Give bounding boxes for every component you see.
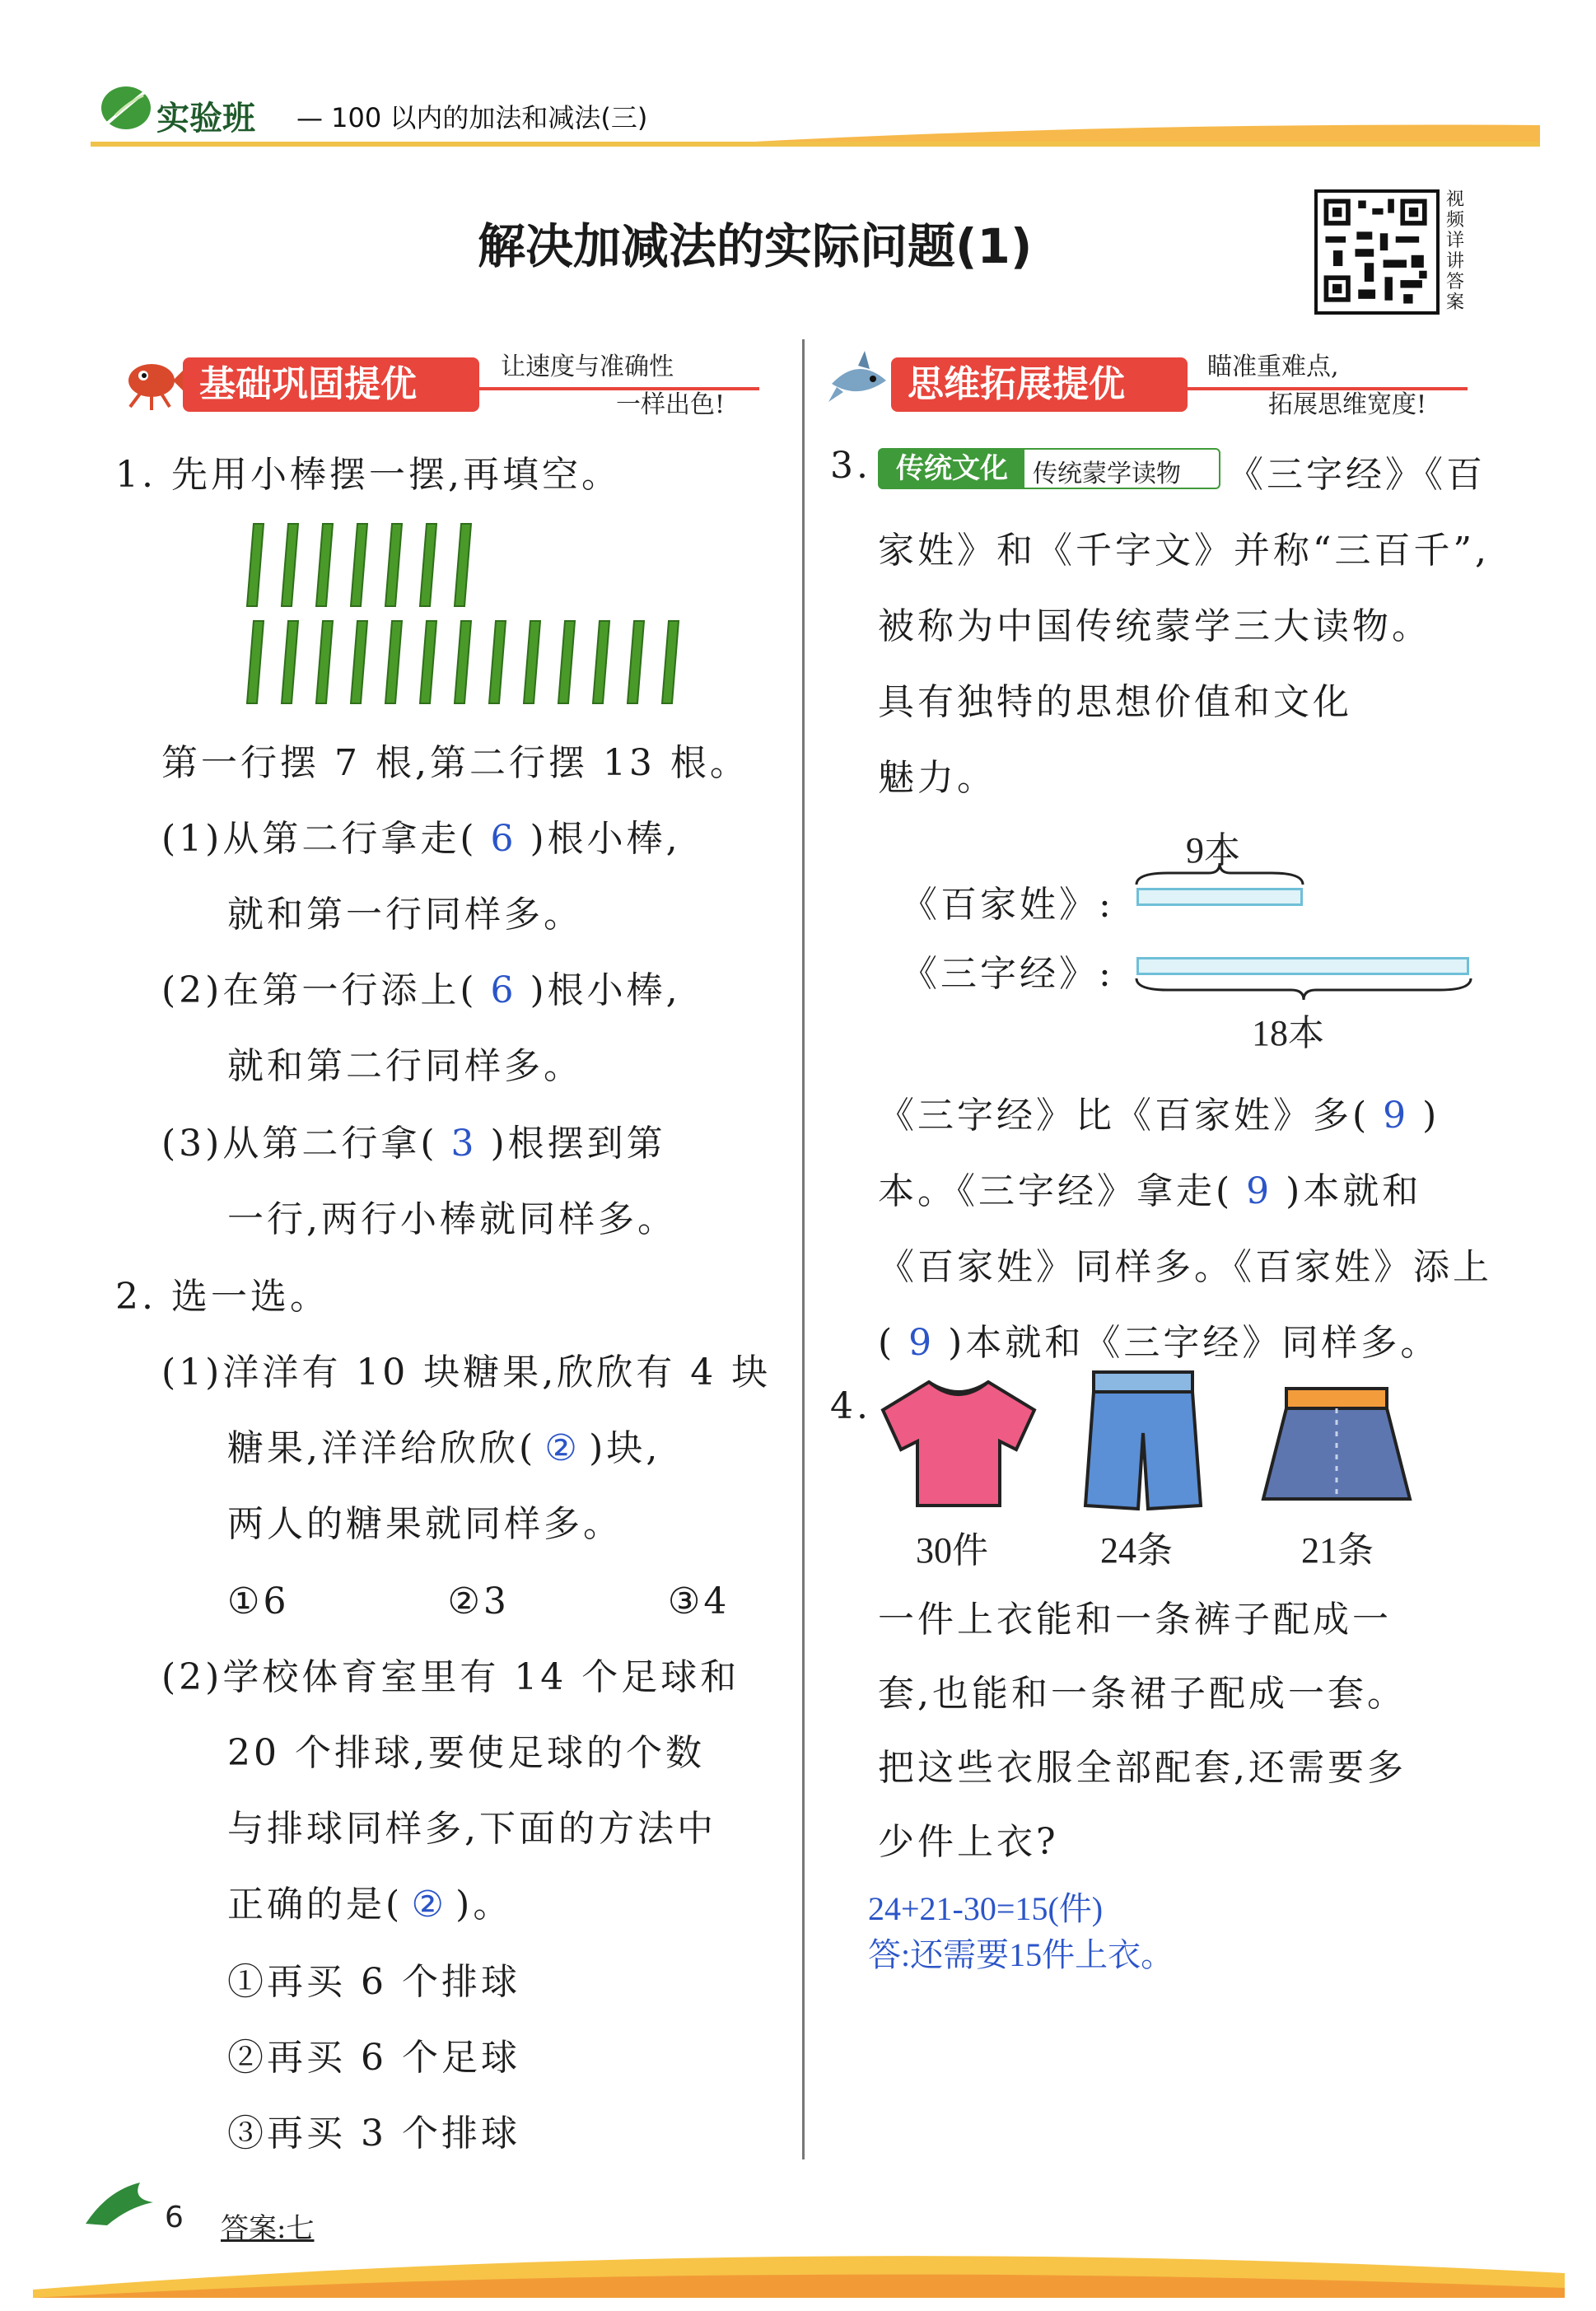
question-1-desc: 第一行摆 7 根,第二行摆 13 根。 bbox=[161, 742, 749, 784]
q2-part2-line4: 正确的是( ② )。 bbox=[227, 1884, 513, 1926]
stick-row2 bbox=[489, 621, 506, 703]
stick-row1 bbox=[385, 524, 402, 606]
q1-part2-answer[interactable]: 6 bbox=[490, 969, 517, 1011]
bar1-brace bbox=[1135, 861, 1304, 886]
question-4-number: 4. bbox=[830, 1385, 871, 1427]
stick-row2 bbox=[593, 621, 609, 703]
q3-line1: 《三字经》《百 bbox=[1227, 454, 1486, 496]
q2-part1-line1: (1)洋洋有 10 块糖果,欣欣有 4 块 bbox=[161, 1352, 772, 1394]
stick-row1 bbox=[455, 524, 471, 606]
stick-row1 bbox=[282, 524, 298, 606]
column-divider bbox=[802, 339, 805, 2159]
q4-line3: 把这些衣服全部配套,还需要多 bbox=[878, 1747, 1407, 1789]
q2-part1-answer[interactable]: ② bbox=[544, 1427, 581, 1469]
q4-work[interactable]: 24+21-30=15(件) bbox=[868, 1890, 1104, 1927]
tagline-right-1: 瞄准重难点, bbox=[1207, 352, 1339, 381]
stick-row2 bbox=[316, 621, 333, 703]
mascot-shark-icon bbox=[825, 348, 893, 413]
qr-code-icon[interactable] bbox=[1314, 189, 1440, 315]
pants-count: 24条 bbox=[1100, 1530, 1173, 1571]
pants-icon bbox=[1080, 1367, 1206, 1515]
stick-row2 bbox=[282, 621, 298, 703]
tagline-left-1: 让速度与准确性 bbox=[501, 352, 674, 381]
q2-part1-line2: 糖果,洋洋给欣欣( ② )块, bbox=[227, 1427, 661, 1469]
q1-part1-line2: 就和第一行同样多。 bbox=[227, 894, 583, 936]
page-number: 6 bbox=[165, 2201, 184, 2234]
culture-tag-label: 传统文化 bbox=[880, 450, 1024, 488]
sticks-illustration bbox=[237, 521, 698, 707]
bar1-label: 《百家姓》: bbox=[901, 884, 1114, 926]
footer-answer: 答案:七 bbox=[221, 2212, 315, 2245]
q3-answer-2[interactable]: 9 bbox=[1246, 1170, 1273, 1212]
stick-row2 bbox=[455, 621, 471, 703]
q3-line4: 具有独特的思想价值和文化 bbox=[878, 681, 1352, 723]
brand-name: 实验班 bbox=[156, 100, 255, 138]
q1-part3-line1: (3)从第二行拿( 3 )根摆到第 bbox=[161, 1123, 666, 1165]
bar-bai-jia-xing bbox=[1136, 888, 1303, 906]
q2-part1-options: ①6 ②3 ③4 bbox=[227, 1580, 730, 1622]
stick-row2 bbox=[420, 621, 436, 703]
header-rule bbox=[91, 142, 1540, 147]
q2-part2-answer[interactable]: ② bbox=[411, 1884, 447, 1926]
stick-row2 bbox=[524, 621, 540, 703]
stick-row1 bbox=[316, 524, 333, 606]
q3-line2: 家姓》和《千字文》并称“三百千”, bbox=[878, 530, 1490, 572]
bar2-brace bbox=[1135, 977, 1472, 1001]
q4-answer[interactable]: 答:还需要15件上衣。 bbox=[868, 1936, 1174, 1973]
bar-san-zi-jing bbox=[1136, 957, 1469, 975]
q3-answer-line4: ( 9 )本就和《三字经》同样多。 bbox=[878, 1322, 1440, 1364]
section-banner-basic: 基础巩固提优 bbox=[183, 357, 479, 412]
q1-part1-answer[interactable]: 6 bbox=[490, 818, 517, 860]
culture-tag bbox=[878, 448, 1220, 489]
question-2-stem: 2. 选一选。 bbox=[115, 1276, 329, 1318]
bar1-value-label: 9本 bbox=[1186, 830, 1240, 871]
dolphin-icon bbox=[82, 2174, 156, 2232]
footer-wave bbox=[33, 2240, 1565, 2298]
q3-answer-line1: 《三字经》比《百家姓》多( 9 ) bbox=[878, 1095, 1440, 1137]
q1-part3-line2: 一行,两行小棒就同样多。 bbox=[227, 1198, 677, 1240]
q2-part2-line1: (2)学校体育室里有 14 个足球和 bbox=[161, 1656, 740, 1698]
bar2-value-label: 18本 bbox=[1252, 1013, 1324, 1053]
q1-part1-line1: (1)从第二行拿走( 6 )根小棒, bbox=[161, 818, 681, 860]
unit-title: — 100 以内的加法和减法(三) bbox=[296, 102, 648, 133]
stick-row1 bbox=[351, 524, 367, 606]
brand-leaf-icon bbox=[97, 82, 155, 133]
q3-line3: 被称为中国传统蒙学三大读物。 bbox=[878, 605, 1431, 647]
stick-row1 bbox=[247, 524, 264, 606]
skirt-count: 21条 bbox=[1301, 1530, 1374, 1571]
question-1-stem: 1. 先用小棒摆一摆,再填空。 bbox=[115, 454, 621, 496]
q2-option-2: ②再买 6 个足球 bbox=[227, 2037, 520, 2079]
page-title: 解决加减法的实际问题(1) bbox=[478, 218, 1033, 274]
tagline-right-2: 拓展思维宽度! bbox=[1268, 390, 1427, 419]
q4-line2: 套,也能和一条裙子配成一套。 bbox=[878, 1673, 1407, 1715]
stick-row2 bbox=[385, 621, 402, 703]
q1-part3-answer[interactable]: 3 bbox=[450, 1123, 478, 1165]
question-3-number: 3. bbox=[830, 445, 871, 487]
q3-answer-line2: 本。《三字经》拿走( 9 )本就和 bbox=[878, 1170, 1422, 1212]
q2-part1-line3: 两人的糖果就同样多。 bbox=[227, 1503, 623, 1545]
stick-row2 bbox=[628, 621, 644, 703]
q3-line5: 魅力。 bbox=[878, 757, 996, 799]
shirt-icon bbox=[876, 1374, 1041, 1510]
q4-line4: 少件上衣? bbox=[878, 1821, 1059, 1863]
stick-row2 bbox=[247, 621, 264, 703]
q1-part2-line1: (2)在第一行添上( 6 )根小棒, bbox=[161, 969, 681, 1011]
stick-row2 bbox=[558, 621, 575, 703]
q2-option-3: ③再买 3 个排球 bbox=[227, 2113, 520, 2155]
stick-row2 bbox=[662, 621, 679, 703]
bar2-label: 《三字经》: bbox=[901, 953, 1114, 995]
qr-caption: 视频详讲答案 bbox=[1446, 189, 1465, 313]
q3-answer-3[interactable]: 9 bbox=[908, 1322, 936, 1364]
q3-answer-line3: 《百家姓》同样多。《百家姓》添上 bbox=[878, 1246, 1492, 1288]
shirt-count: 30件 bbox=[916, 1530, 988, 1571]
stick-row1 bbox=[420, 524, 436, 606]
stick-row2 bbox=[351, 621, 367, 703]
culture-tag-sub: 传统蒙学读物 bbox=[1033, 460, 1181, 488]
q2-option-1: ①再买 6 个排球 bbox=[227, 1961, 520, 2003]
q4-line1: 一件上衣能和一条裤子配成一 bbox=[878, 1599, 1392, 1641]
q1-part2-line2: 就和第二行同样多。 bbox=[227, 1045, 583, 1087]
mascot-fish-icon bbox=[115, 348, 184, 413]
q3-answer-1[interactable]: 9 bbox=[1383, 1095, 1410, 1137]
q2-part2-line3: 与排球同样多,下面的方法中 bbox=[227, 1808, 716, 1850]
section-banner-extend: 思维拓展提优 bbox=[891, 357, 1188, 412]
q2-part2-line2: 20 个排球,要使足球的个数 bbox=[227, 1732, 705, 1774]
skirt-icon bbox=[1258, 1384, 1415, 1507]
tagline-left-2: 一样出色! bbox=[616, 390, 726, 419]
